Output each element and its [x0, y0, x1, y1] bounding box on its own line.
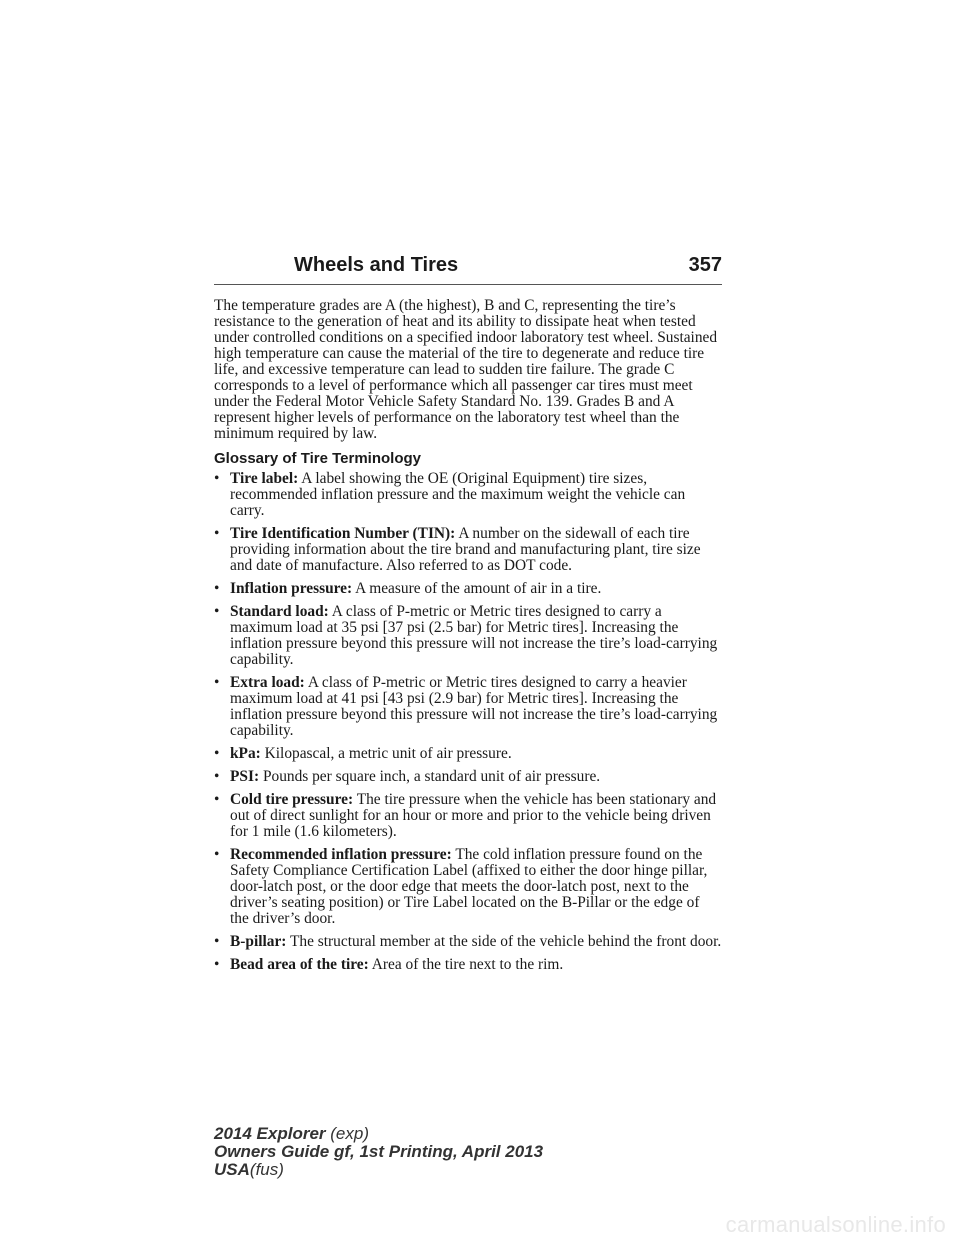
section-title: Wheels and Tires: [294, 254, 459, 276]
glossary-item: [214, 746, 722, 762]
glossary-definition: The cold inflation pressure found on the Safety Compliance Certification Label (affixed to either the door hinge pillar, door-latch post, or the door edge that meets the door-latch post, next to the driver’s seating position) or Tire Label located on the B-Pillar or the edge of the driver’s door.: [230, 846, 708, 927]
glossary-item: [214, 934, 722, 950]
glossary-definition: The structural member at the side of the vehicle behind the front door.: [290, 933, 722, 950]
glossary-term: Tire Identification Number (TIN):: [230, 525, 456, 542]
glossary-definition: Area of the tire next to the rim.: [371, 956, 564, 973]
glossary-definition: A label showing the OE (Original Equipment) tire sizes, recommended inflation pressure and the maximum weight the vehicle can carry.: [230, 470, 686, 519]
page-content: [214, 298, 722, 980]
page-footer: [214, 1125, 543, 1179]
glossary-definition: A class of P-metric or Metric tires designed to carry a heavier maximum load at 41 psi [43 psi (2.9 bar) for Metric tires]. Increasing the inflation pressure beyond this pressure will not increase the tire’s load-carrying capability.: [230, 674, 718, 739]
bullet-icon: •: [214, 470, 220, 487]
glossary-item: [214, 957, 722, 973]
bullet-icon: •: [214, 768, 220, 785]
glossary-item: [214, 675, 722, 739]
glossary-term: kPa:: [230, 745, 261, 762]
glossary-term: Cold tire pressure:: [230, 791, 354, 808]
bullet-icon: •: [214, 956, 220, 973]
glossary-term: Inflation pressure:: [230, 580, 353, 597]
watermark: carmanualsonline.info: [725, 1212, 946, 1237]
glossary-item: [214, 526, 722, 574]
header-rule: [214, 284, 722, 285]
glossary-item: [214, 471, 722, 519]
glossary-term: B-pillar:: [230, 933, 287, 950]
bullet-icon: •: [214, 846, 220, 863]
page-number: 357: [688, 254, 722, 276]
glossary-term: Recommended inflation pressure:: [230, 846, 452, 863]
glossary-definition: A class of P-metric or Metric tires designed to carry a maximum load at 35 psi [37 psi (2.5 bar) for Metric tires]. Increasing the inflation pressure beyond this pressure will not increase the tire’s load-carrying capability.: [230, 603, 718, 668]
footer-market: USA: [214, 1160, 250, 1179]
bullet-icon: •: [214, 525, 220, 542]
bullet-icon: •: [214, 580, 220, 597]
footer-line-market: [214, 1161, 543, 1179]
glossary-definition: A measure of the amount of air in a tire.: [355, 580, 602, 597]
page-header: [214, 254, 722, 292]
glossary-item: [214, 792, 722, 840]
glossary-term: Extra load:: [230, 674, 305, 691]
glossary-definition: Pounds per square inch, a standard unit of air pressure.: [262, 768, 601, 785]
footer-vehicle: 2014 Explorer: [214, 1124, 326, 1143]
glossary-item: [214, 769, 722, 785]
glossary-definition: A number on the sidewall of each tire providing information about the tire brand and manufacturing plant, tire size and date of manufacture. Also referred to as DOT code.: [230, 525, 701, 574]
glossary-term: Bead area of the tire:: [230, 956, 369, 973]
footer-market-code: (fus): [249, 1160, 284, 1179]
bullet-icon: •: [214, 933, 220, 950]
glossary-heading: Glossary of Tire Terminology: [214, 450, 421, 467]
footer-vehicle-code: (exp): [330, 1124, 369, 1143]
glossary-item: [214, 604, 722, 668]
bullet-icon: •: [214, 674, 220, 691]
bullet-icon: •: [214, 791, 220, 808]
glossary-term: PSI:: [230, 768, 260, 785]
bullet-icon: •: [214, 603, 220, 620]
bullet-icon: •: [214, 745, 220, 762]
glossary-list: [214, 471, 722, 973]
glossary-definition: The tire pressure when the vehicle has been stationary and out of direct sunlight for an hour or more and prior to the vehicle being driven for 1 mile (1.6 kilometers).: [230, 791, 717, 840]
glossary-item: [214, 581, 722, 597]
intro-paragraph: The temperature grades are A (the highest), B and C, representing the tire’s resistance to the generation of heat and its ability to dissipate heat when tested under controlled conditions on a specified indoor laboratory test wheel. Sustained high temperature can cause the material of the tire to degenerate and reduce tire life, and excessive temperature can lead to sudden tire failure. The grade C corresponds to a level of performance which all passenger car tires must meet under the Federal Motor Vehicle Safety Standard No. 139. Grades B and A represent higher levels of performance on the laboratory test wheel than the minimum required by law.: [214, 297, 718, 442]
footer-line-vehicle: [214, 1125, 543, 1143]
glossary-term: Tire label:: [230, 470, 299, 487]
glossary-definition: Kilopascal, a metric unit of air pressure.: [264, 745, 512, 762]
footer-printing: Owners Guide gf, 1st Printing, April 2013: [214, 1142, 544, 1161]
glossary-item: [214, 847, 722, 927]
glossary-term: Standard load:: [230, 603, 329, 620]
